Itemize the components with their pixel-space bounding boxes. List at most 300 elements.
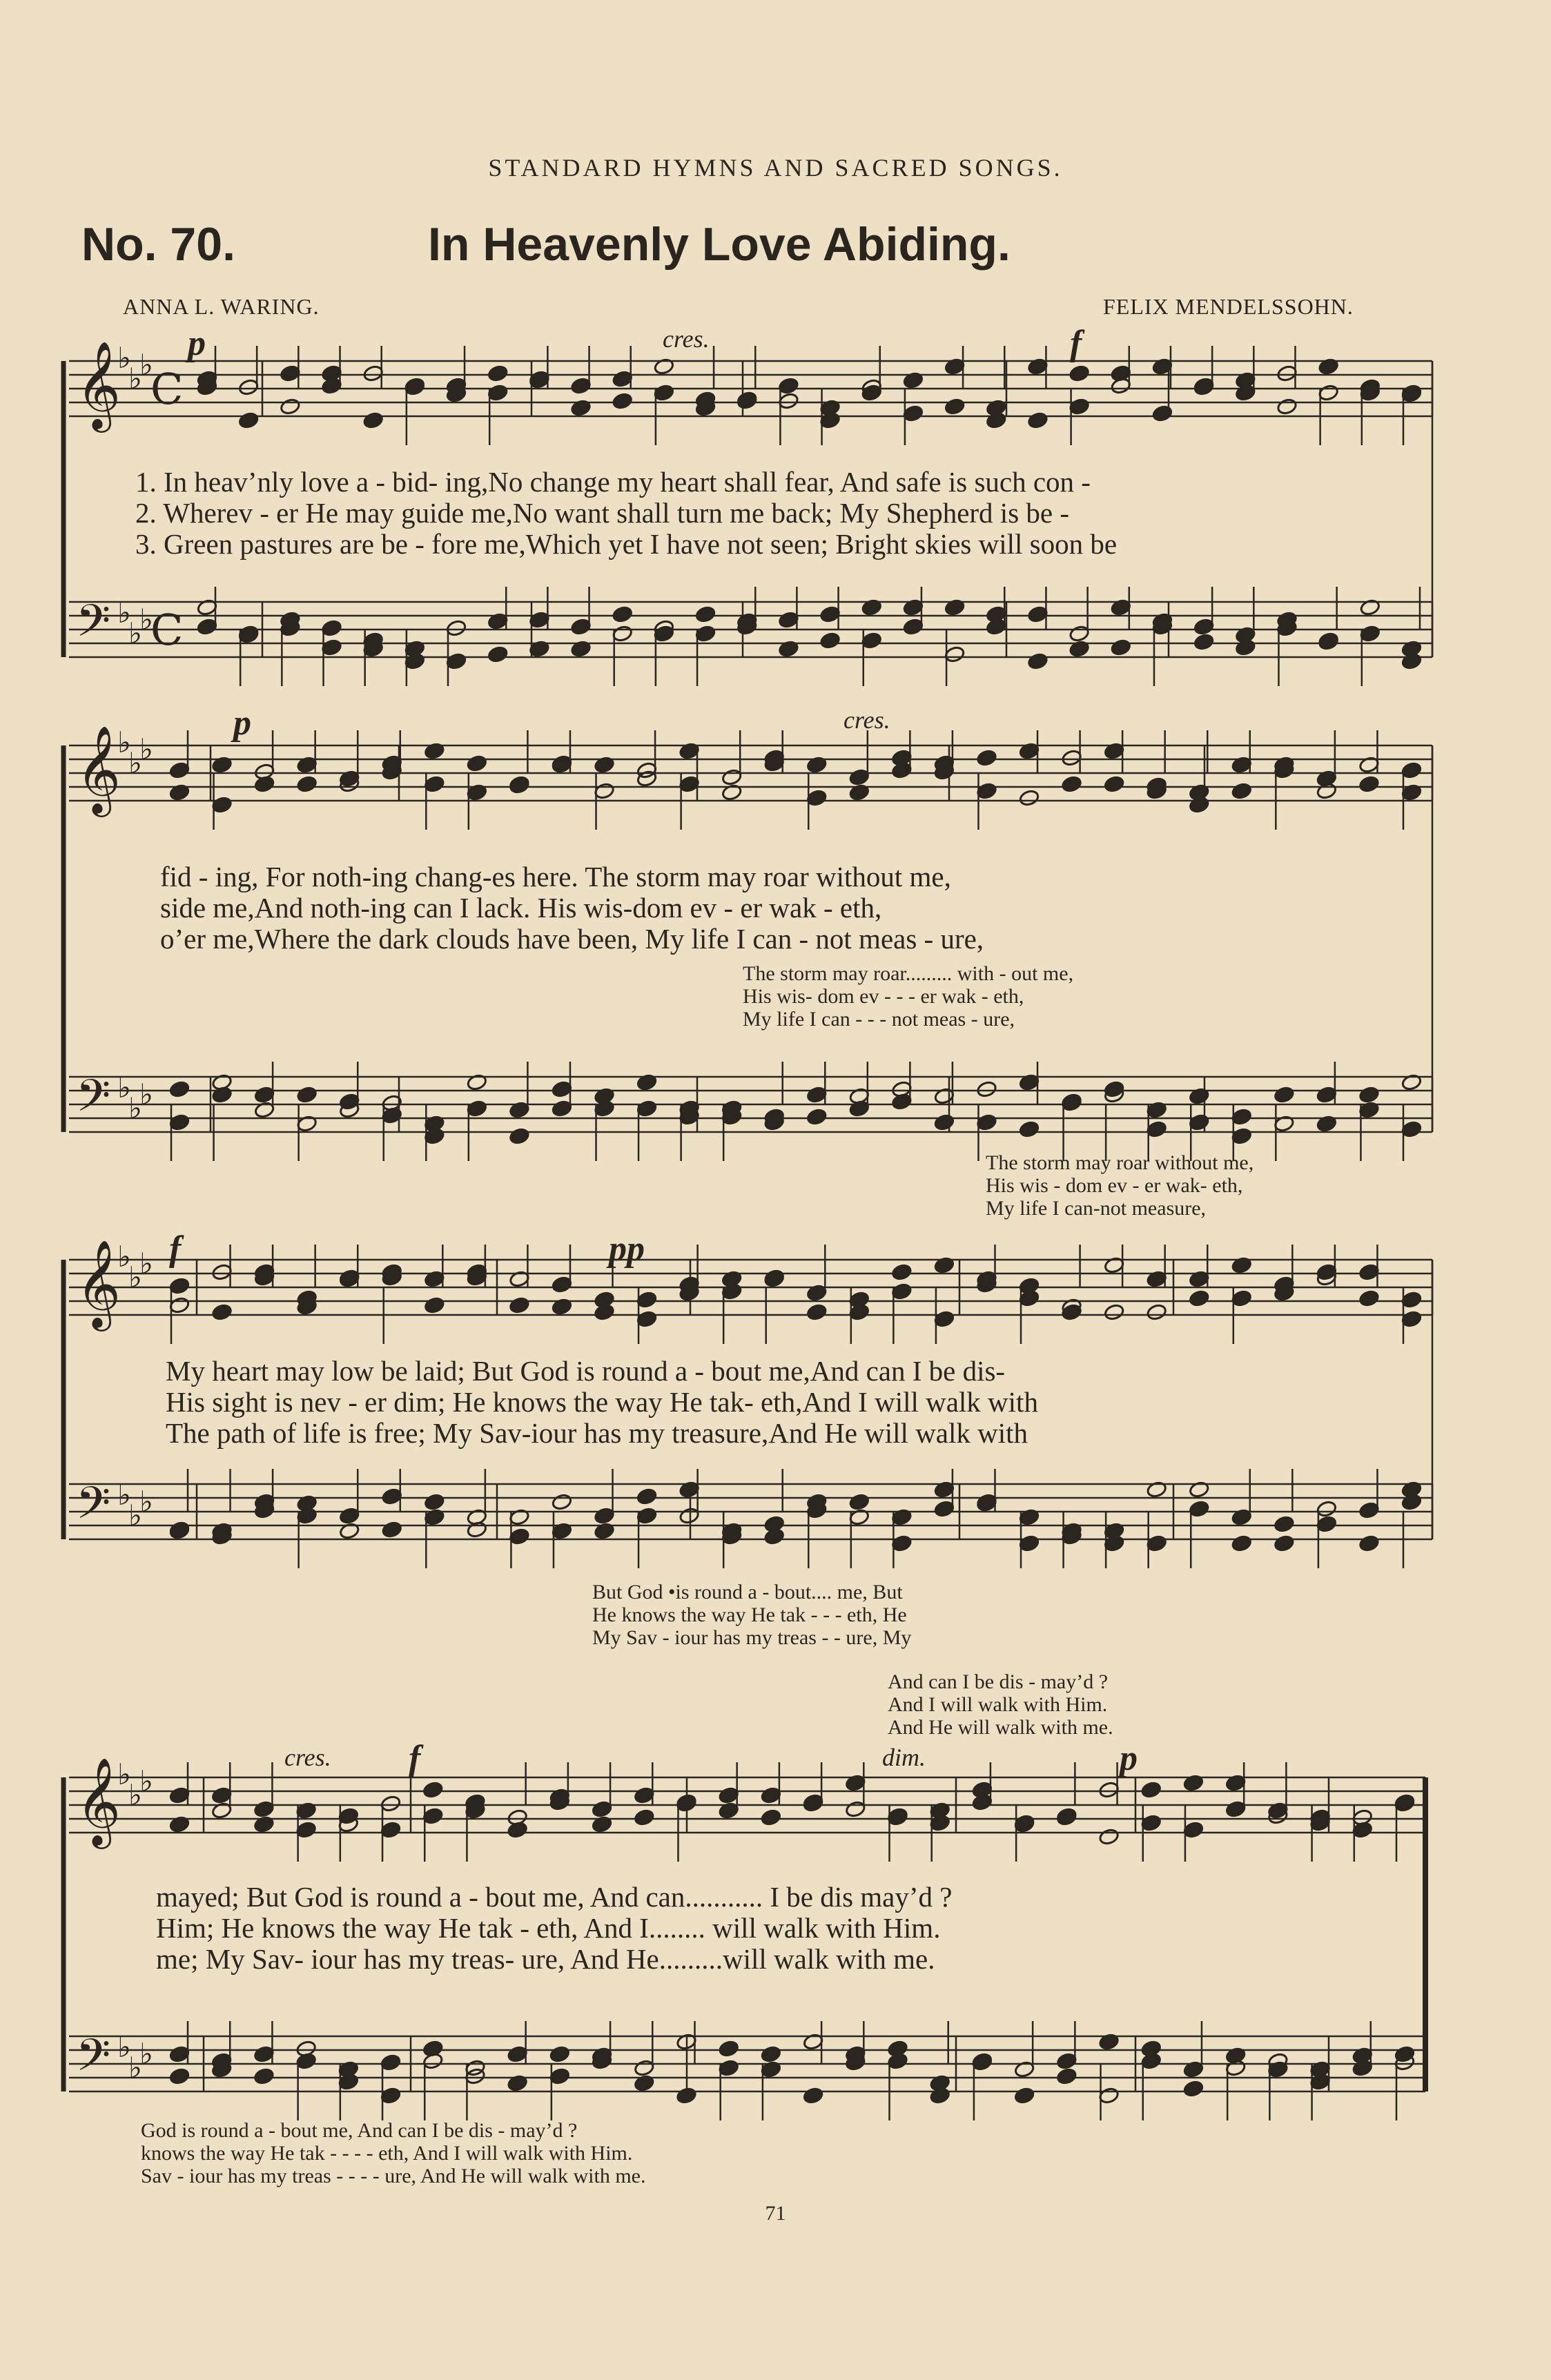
note-head <box>1140 1814 1162 1832</box>
lyric-line: His wis - dom ev - er wak- eth, <box>986 1174 1243 1197</box>
lyric-line: 3. Green pastures are be - fore me,Which yet I have not seen; Bright skies will soon be <box>135 528 1118 560</box>
lyricist: ANNA L. WARING. <box>123 294 320 319</box>
dynamic-mark: f <box>1070 324 1082 363</box>
note-head <box>321 377 342 395</box>
lyric-line: The storm may roar without me, <box>986 1151 1254 1174</box>
note-head <box>718 1786 739 1804</box>
note-head <box>211 1303 233 1321</box>
time-signature: C <box>150 605 184 655</box>
note-head <box>467 1100 488 1118</box>
note-head <box>803 2087 824 2105</box>
note-head <box>1318 384 1339 402</box>
note-head <box>944 398 966 416</box>
note-head <box>1019 1120 1040 1138</box>
note-head <box>695 605 716 623</box>
note-head <box>211 796 233 814</box>
composer: FELIX MENDELSSOHN. <box>1103 294 1354 319</box>
time-signature: C <box>150 364 184 414</box>
note-head <box>1276 364 1298 382</box>
dynamic-mark: f <box>169 1229 182 1269</box>
lyric-line: My Sav - iour has my treas - - ure, My <box>592 1626 912 1649</box>
bass-lyrics <box>986 1151 1254 1220</box>
note-head <box>944 645 966 663</box>
note-head <box>986 411 1007 429</box>
note-head <box>1189 1289 1210 1307</box>
note-head <box>654 384 675 402</box>
note-head <box>169 761 191 779</box>
flat-sign: ♭ <box>117 1478 131 1512</box>
hymn-title: In Heavenly Love Abiding. <box>428 218 1011 271</box>
note-head <box>636 1291 658 1309</box>
note-head <box>819 632 841 650</box>
note-head <box>1401 1310 1423 1328</box>
flat-sign: ♭ <box>128 1260 142 1294</box>
note-head <box>1358 1263 1380 1281</box>
lyrics-verse-block <box>160 861 984 955</box>
note-head <box>380 1795 402 1813</box>
note-head <box>253 2067 275 2085</box>
note-head <box>976 1113 997 1131</box>
note-head <box>570 618 592 636</box>
lyric-line: My life I can-not measure, <box>986 1197 1207 1220</box>
note-head <box>253 1800 275 1818</box>
note-head <box>254 775 275 793</box>
lyric-line: side me,And noth-ing can I lack. His wis-dom ev - er wak - eth, <box>160 892 882 924</box>
note-head <box>934 1310 955 1328</box>
dynamic-mark: f <box>409 1739 421 1778</box>
note-head <box>1231 782 1252 800</box>
note-head <box>849 1493 870 1511</box>
note-head <box>891 1282 913 1300</box>
note-head <box>934 1113 955 1131</box>
lyric-line: He knows the way He tak - - - eth, He <box>592 1603 907 1626</box>
dynamic-mark: pp <box>609 1229 645 1269</box>
note-head <box>1225 1800 1247 1818</box>
note-head <box>487 364 509 382</box>
note-head <box>1316 1500 1338 1518</box>
note-head <box>169 1277 191 1295</box>
note-head <box>806 1108 828 1126</box>
note-head <box>380 2054 402 2071</box>
flat-sign: ♭ <box>117 725 131 759</box>
note-head <box>1110 638 1131 656</box>
note-head <box>1104 775 1125 793</box>
flat-sign: ♭ <box>117 2030 131 2064</box>
note-head <box>507 2045 528 2063</box>
lyric-line: My heart may low be laid; But God is round a - bout me,And can I be dis- <box>166 1355 1006 1387</box>
note-head <box>1019 1289 1040 1307</box>
note-head <box>763 1528 785 1545</box>
note-head <box>1225 2059 1247 2077</box>
note-head <box>612 625 633 643</box>
lyric-line: The path of life is free; My Sav-iour has my treasure,And He will walk with <box>166 1417 1028 1449</box>
lyric-line: Sav - iour has my treas - - - - ure, And He will walk with me. <box>141 2165 646 2187</box>
note-head <box>1401 1120 1423 1138</box>
note-head <box>295 2052 317 2070</box>
dynamic-mark: dim. <box>882 1744 926 1771</box>
note-head <box>594 782 615 800</box>
note-head <box>1358 1289 1380 1307</box>
note-head <box>1027 411 1048 429</box>
note-head <box>1401 761 1423 779</box>
note-head <box>169 2067 191 2085</box>
note-head <box>1193 633 1215 651</box>
note-head <box>197 618 218 636</box>
note-head <box>422 1807 444 1825</box>
note-head <box>380 1821 402 1839</box>
bass-clef: 𝄢 <box>76 2030 111 2092</box>
note-head <box>1358 1086 1380 1104</box>
lyric-line: His sight is nev - er dim; He knows the way He tak- eth,And I will walk with <box>166 1386 1038 1418</box>
note-head <box>169 1113 191 1131</box>
note-head <box>487 384 509 402</box>
note-head <box>929 2087 950 2105</box>
note-head <box>169 1786 191 1804</box>
note-head <box>612 605 633 623</box>
note-head <box>509 1528 530 1545</box>
note-head <box>362 411 384 429</box>
note-head <box>296 1086 318 1104</box>
note-head <box>487 645 509 663</box>
note-head <box>891 1534 913 1552</box>
note-head <box>1231 1127 1252 1145</box>
note-head <box>238 411 260 429</box>
note-head <box>362 364 384 382</box>
note-head <box>1316 782 1338 800</box>
lyric-line: fid - ing, For noth-ing chang-es here. The storm may roar without me, <box>160 861 951 892</box>
note-head <box>592 1800 613 1818</box>
note-head <box>778 377 799 395</box>
lyric-line: My life I can - - - not meas - ure, <box>743 1008 1015 1031</box>
note-head <box>1027 605 1048 623</box>
lyric-line: Him; He knows the way He tak - eth, And I........ will walk with Him. <box>156 1912 941 1944</box>
note-head <box>891 761 913 779</box>
flat-sign: ♭ <box>128 2051 142 2085</box>
note-head <box>424 1296 445 1314</box>
note-head <box>718 2040 739 2058</box>
note-head <box>211 1263 233 1281</box>
note-head <box>636 1100 658 1118</box>
lyric-line: me; My Sav- iour has my treas- ure, And He.........will walk with me. <box>156 1943 935 1975</box>
note-head <box>903 404 924 422</box>
lyric-line: But God •is round a - bout.... me, But <box>592 1581 903 1603</box>
dynamic-mark: p <box>1120 1739 1138 1778</box>
note-head <box>1401 1493 1423 1511</box>
note-head <box>1360 625 1381 643</box>
note-head <box>929 1814 950 1832</box>
note-head <box>1316 1086 1338 1104</box>
note-head <box>1189 1113 1210 1131</box>
note-head <box>903 618 924 636</box>
note-head <box>861 632 882 650</box>
dynamic-mark: cres. <box>843 706 890 734</box>
note-head <box>1276 398 1298 416</box>
note-head <box>778 611 799 629</box>
note-head <box>594 1507 615 1525</box>
flat-sign: ♭ <box>117 1757 131 1791</box>
note-head <box>1231 1289 1252 1307</box>
note-head <box>321 638 342 656</box>
flat-sign: ♭ <box>128 362 142 396</box>
note-head <box>1056 2052 1077 2070</box>
lyric-line: The storm may roar......... with - out me, <box>743 962 1074 985</box>
note-head <box>211 1786 233 1804</box>
note-head <box>1274 1534 1295 1552</box>
note-head <box>1061 749 1082 767</box>
note-head <box>806 1086 828 1104</box>
lyric-line: o’er me,Where the dark clouds have been, My life I can - not meas - ure, <box>160 923 984 955</box>
note-head <box>381 1521 402 1539</box>
note-head <box>254 1086 275 1104</box>
note-head <box>280 364 301 382</box>
note-head <box>934 1500 955 1518</box>
treble-clef: 𝄞 <box>76 1239 121 1327</box>
note-head <box>1235 384 1256 402</box>
note-head <box>169 2045 191 2063</box>
note-head <box>612 392 633 410</box>
lyrics-verse-block <box>135 467 1117 560</box>
note-head <box>570 377 592 395</box>
alto-lyrics <box>743 962 1073 1031</box>
note-head <box>280 398 301 416</box>
note-head <box>1193 618 1215 636</box>
running-title: STANDARD HYMNS AND SACRED SONGS. <box>488 154 1063 182</box>
note-head <box>169 1080 191 1098</box>
note-head <box>1098 2087 1120 2105</box>
lyrics-verse-block <box>156 1882 953 1975</box>
note-head <box>976 749 997 767</box>
note-head <box>849 1100 870 1118</box>
note-head <box>845 1800 866 1818</box>
note-head <box>509 1296 530 1314</box>
note-head <box>1274 1086 1295 1104</box>
lyric-line: mayed; But God is round a - bout me, And can........... I be dis may’d ? <box>156 1881 953 1913</box>
note-head <box>1146 1534 1167 1552</box>
note-head <box>594 1303 615 1321</box>
lyric-line: 2. Wherev - er He may guide me,No want shall turn me back; My Shepherd is be - <box>135 497 1069 529</box>
note-head <box>549 2045 571 2063</box>
bass-lyrics <box>141 2119 646 2187</box>
note-head <box>1231 1534 1252 1552</box>
lyrics-verse-block <box>166 1356 1038 1449</box>
note-head <box>1358 1501 1380 1519</box>
note-head <box>1146 1120 1167 1138</box>
note-head <box>296 1507 318 1525</box>
note-head <box>1140 2052 1162 2070</box>
note-head <box>806 1303 828 1321</box>
note-head <box>339 1507 360 1525</box>
flat-sign: ♭ <box>128 1091 142 1125</box>
note-head <box>1056 2067 1077 2085</box>
note-head <box>986 618 1007 636</box>
note-head <box>1146 1303 1167 1321</box>
note-head <box>718 2059 739 2077</box>
flat-sign: ♭ <box>128 746 142 780</box>
note-head <box>1309 2073 1331 2091</box>
note-head <box>634 1786 655 1804</box>
flat-sign: ♭ <box>128 1778 142 1812</box>
note-head <box>424 775 445 793</box>
note-head <box>1352 1821 1373 1839</box>
note-head <box>1152 404 1173 422</box>
note-head <box>636 1507 658 1525</box>
note-head <box>422 1781 444 1799</box>
note-head <box>1183 1821 1204 1839</box>
note-head <box>1140 1781 1162 1799</box>
note-head <box>976 1080 997 1098</box>
flat-sign: ♭ <box>139 732 153 766</box>
flat-sign: ♭ <box>139 603 153 636</box>
note-head <box>679 1507 700 1525</box>
note-head <box>849 1303 870 1321</box>
bass-lyrics <box>592 1581 911 1649</box>
note-head <box>1098 1781 1120 1799</box>
flat-sign: ♭ <box>117 341 131 375</box>
lyric-line: knows the way He tak - - - - eth, And I will walk with Him. <box>141 2142 633 2165</box>
note-head <box>612 370 633 388</box>
note-head <box>1027 652 1048 670</box>
note-head <box>695 625 716 643</box>
note-head <box>806 789 828 807</box>
note-head <box>404 652 426 670</box>
note-head <box>446 619 467 637</box>
note-head <box>422 2052 444 2070</box>
note-head <box>549 2067 571 2085</box>
note-head <box>1358 775 1380 793</box>
note-head <box>552 1493 573 1511</box>
flat-sign: ♭ <box>139 1764 153 1798</box>
note-head <box>1189 1500 1210 1518</box>
note-head <box>169 1296 191 1314</box>
note-head <box>972 1793 993 1811</box>
flat-sign: ♭ <box>117 1071 131 1104</box>
page-number: 71 <box>765 2202 786 2225</box>
note-head <box>761 2045 782 2063</box>
note-head <box>1352 2059 1373 2077</box>
note-head <box>636 1310 658 1328</box>
note-head <box>552 1100 573 1118</box>
note-head <box>891 1263 913 1281</box>
note-head <box>594 1100 615 1118</box>
note-head <box>552 1080 573 1098</box>
lyric-line: His wis- dom ev - - - er wak - eth, <box>743 985 1024 1008</box>
note-head <box>819 411 841 429</box>
note-head <box>321 619 342 637</box>
note-head <box>467 1521 488 1539</box>
note-head <box>721 1282 743 1300</box>
dynamic-mark: p <box>188 324 206 363</box>
note-head <box>424 1127 445 1145</box>
note-head <box>509 1127 530 1145</box>
flat-sign: ♭ <box>139 2037 153 2071</box>
note-head <box>1183 2080 1204 2098</box>
dynamic-mark: p <box>233 703 251 743</box>
treble-clef: 𝄞 <box>76 340 121 429</box>
note-head <box>1098 1828 1120 1846</box>
note-head <box>634 2059 655 2077</box>
lyric-line: And I will walk with Him. <box>888 1693 1108 1716</box>
note-head <box>1061 775 1082 793</box>
note-head <box>1189 796 1210 814</box>
note-head <box>761 1808 782 1826</box>
dynamic-mark: cres. <box>284 1744 331 1771</box>
note-head <box>253 2045 275 2063</box>
note-head <box>1104 1534 1125 1552</box>
note-head <box>819 605 841 623</box>
bass-clef: 𝄢 <box>76 596 111 658</box>
note-head <box>381 1488 402 1505</box>
note-head <box>636 1488 658 1505</box>
flat-sign: ♭ <box>117 1240 131 1274</box>
note-head <box>380 2087 402 2105</box>
note-head <box>1401 652 1423 670</box>
note-head <box>1019 789 1040 807</box>
note-head <box>887 2052 908 2070</box>
lyric-line: And can I be dis - may’d ? <box>888 1670 1109 1693</box>
note-head <box>1069 364 1090 382</box>
note-head <box>1231 1108 1252 1126</box>
note-head <box>761 1786 782 1804</box>
note-head <box>338 2073 360 2091</box>
flat-sign: ♭ <box>128 616 142 650</box>
note-head <box>976 782 997 800</box>
flat-sign: ♭ <box>128 1499 142 1532</box>
note-head <box>849 768 870 786</box>
note-head <box>446 652 467 670</box>
treble-clef: 𝄞 <box>76 1757 121 1845</box>
lyric-line: 1. In heav’nly love a - bid- ing,No change my heart shall fear, And safe is such con - <box>135 466 1091 498</box>
note-head <box>1014 2087 1035 2105</box>
note-head <box>424 1493 445 1511</box>
note-head <box>1235 638 1256 656</box>
note-head <box>552 1276 573 1294</box>
flat-sign: ♭ <box>139 1247 153 1280</box>
note-head <box>1104 1303 1125 1321</box>
note-head <box>1110 377 1131 395</box>
alto-lyrics <box>888 1670 1113 1739</box>
note-head <box>211 1086 233 1104</box>
note-head <box>778 392 799 410</box>
note-head <box>1358 1534 1380 1552</box>
flat-sign: ♭ <box>139 1485 153 1519</box>
dynamic-mark: cres. <box>663 325 710 353</box>
flat-sign: ♭ <box>139 1077 153 1111</box>
note-head <box>1069 625 1090 643</box>
note-head <box>634 1808 655 1826</box>
note-head <box>1069 398 1090 416</box>
flat-sign: ♭ <box>117 596 131 630</box>
note-head <box>1019 1534 1040 1552</box>
note-head <box>296 775 318 793</box>
note-head <box>1274 1515 1295 1533</box>
note-head <box>295 1821 317 1839</box>
lyric-line: And He will walk with me. <box>888 1716 1113 1739</box>
note-head <box>721 768 743 786</box>
flat-sign: ♭ <box>139 348 153 382</box>
note-head <box>1401 1291 1423 1309</box>
note-head <box>891 1093 913 1111</box>
treble-clef: 𝄞 <box>76 725 121 813</box>
bass-clef: 𝄢 <box>76 1071 111 1133</box>
hymn-number: No. 70. <box>81 218 235 271</box>
bass-clef: 𝄢 <box>76 1478 111 1540</box>
note-head <box>467 754 488 772</box>
lyric-line: God is round a - bout me, And can I be dis - may’d ? <box>141 2119 578 2142</box>
note-head <box>676 2087 697 2105</box>
note-head <box>1316 1515 1338 1533</box>
note-head <box>507 1821 528 1839</box>
note-head <box>238 378 260 396</box>
